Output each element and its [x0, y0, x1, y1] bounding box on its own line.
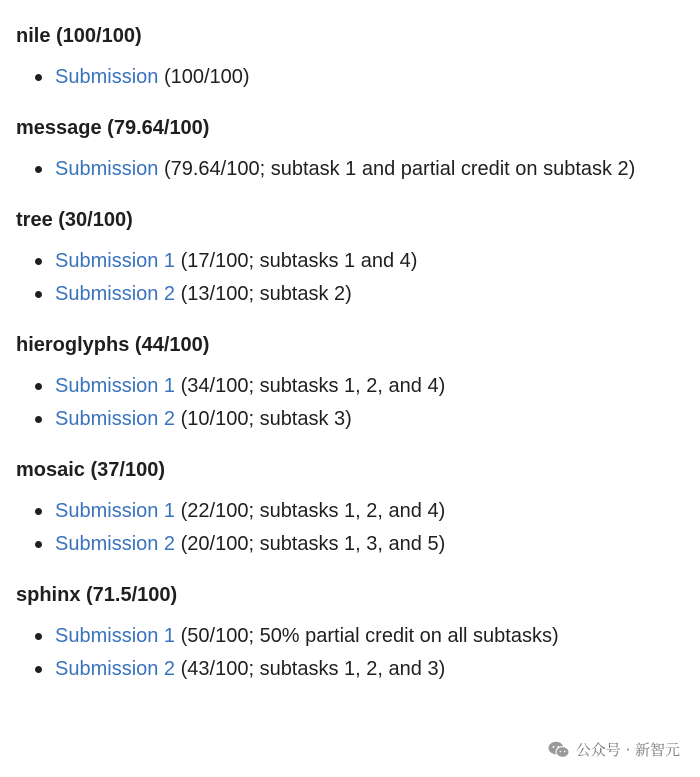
section-sphinx	[16, 580, 700, 686]
bullet-icon	[35, 633, 42, 640]
submission-list	[16, 61, 700, 94]
submission-link[interactable]: Submission 2	[55, 408, 176, 430]
bullet-icon	[35, 383, 42, 390]
section-title: nile (100/100)	[16, 25, 142, 47]
list-item	[16, 61, 700, 94]
submission-detail: (34/100; subtasks 1, 2, and 4)	[175, 375, 446, 397]
submission-detail: (20/100; subtasks 1, 3, and 5)	[175, 533, 446, 555]
list-item	[16, 278, 700, 311]
list-item	[16, 528, 700, 561]
submission-detail: (13/100; subtask 2)	[175, 283, 352, 305]
submission-list	[16, 495, 700, 561]
submission-link[interactable]: Submission 1	[55, 500, 176, 522]
submission-link[interactable]: Submission 2	[55, 283, 176, 305]
section-tree	[16, 205, 700, 311]
section-title: message (79.64/100)	[16, 117, 210, 139]
submission-link[interactable]: Submission	[55, 158, 159, 180]
bullet-icon	[35, 508, 42, 515]
submission-detail: (22/100; subtasks 1, 2, and 4)	[175, 500, 446, 522]
list-item	[16, 245, 700, 278]
bullet-icon	[35, 416, 42, 423]
list-item	[16, 370, 700, 403]
submission-detail: (43/100; subtasks 1, 2, and 3)	[175, 658, 446, 680]
bullet-icon	[35, 291, 42, 298]
section-title: hieroglyphs (44/100)	[16, 334, 210, 356]
submissions-document	[16, 21, 700, 705]
submission-link[interactable]: Submission 1	[55, 625, 176, 647]
submission-list	[16, 245, 700, 311]
section-hieroglyphs	[16, 330, 700, 436]
bullet-icon	[35, 166, 42, 173]
section-nile	[16, 21, 700, 94]
list-item	[16, 403, 700, 436]
submission-link[interactable]: Submission 2	[55, 533, 176, 555]
submission-link[interactable]: Submission	[55, 66, 159, 88]
submission-list	[16, 153, 700, 186]
section-title: tree (30/100)	[16, 209, 133, 231]
list-item	[16, 620, 700, 653]
submission-list	[16, 370, 700, 436]
section-title: mosaic (37/100)	[16, 459, 165, 481]
bullet-icon	[35, 666, 42, 673]
submission-detail: (50/100; 50% partial credit on all subtasks)	[175, 625, 559, 647]
watermark-text: 公众号 · 新智元	[575, 741, 680, 759]
list-item	[16, 495, 700, 528]
list-item	[16, 153, 700, 186]
submission-detail: (79.64/100; subtask 1 and partial credit on subtask 2)	[158, 158, 636, 180]
submission-detail: (100/100)	[158, 66, 250, 88]
section-title: sphinx (71.5/100)	[16, 584, 178, 606]
bullet-icon	[35, 74, 42, 81]
section-mosaic	[16, 455, 700, 561]
submission-link[interactable]: Submission 1	[55, 250, 176, 272]
submission-list	[16, 620, 700, 686]
wechat-icon	[548, 741, 570, 759]
submission-link[interactable]: Submission 1	[55, 375, 176, 397]
submission-detail: (17/100; subtasks 1 and 4)	[175, 250, 418, 272]
bullet-icon	[35, 541, 42, 548]
section-message	[16, 113, 700, 186]
bullet-icon	[35, 258, 42, 265]
submission-link[interactable]: Submission 2	[55, 658, 176, 680]
watermark	[548, 739, 680, 760]
submission-detail: (10/100; subtask 3)	[175, 408, 352, 430]
list-item	[16, 653, 700, 686]
